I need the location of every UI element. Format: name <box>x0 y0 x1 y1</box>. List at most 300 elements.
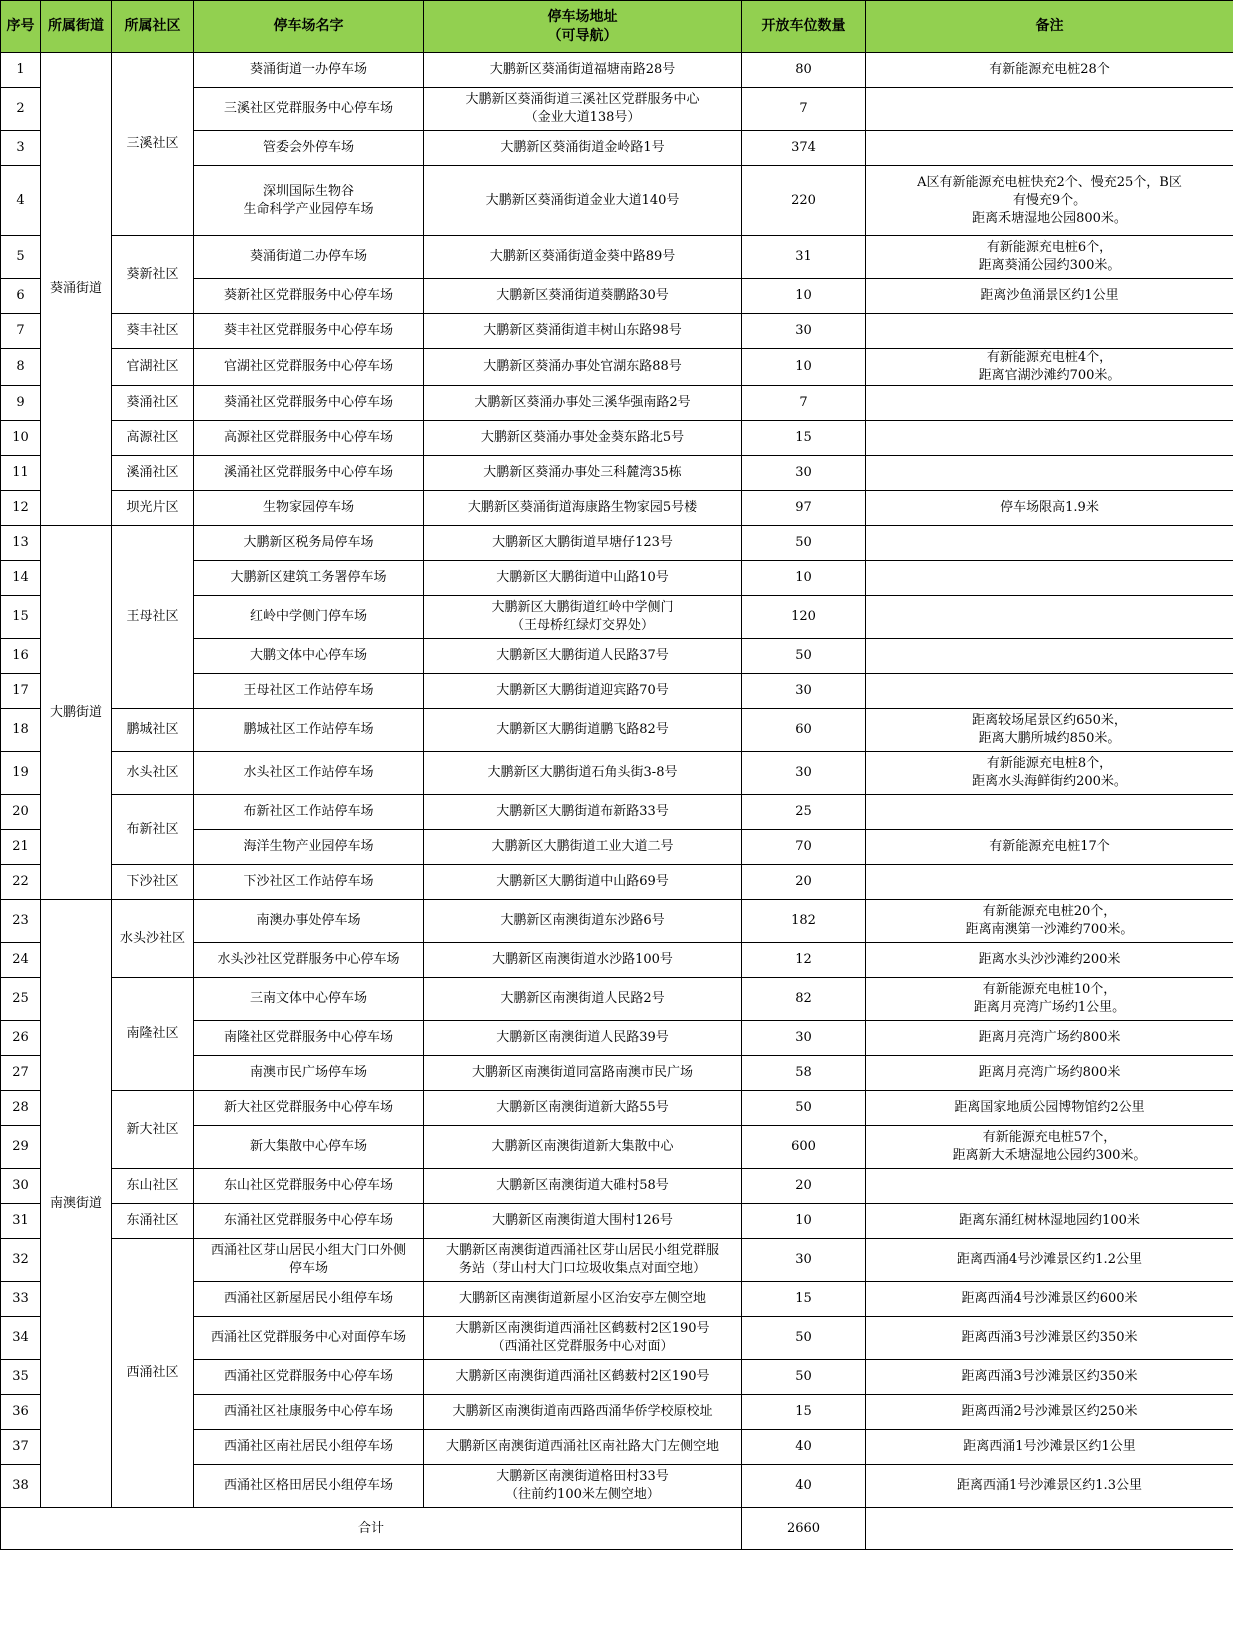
address-cell <box>424 1282 742 1317</box>
community-cell: 南隆社区 <box>112 978 194 1091</box>
community-cell: 水头社区 <box>112 752 194 795</box>
remarks-cell-line: 距离水头沙沙滩约200米 <box>978 952 1121 967</box>
seq-cell: 37 <box>1 1430 41 1465</box>
lot-name-cell-line: 停车场 <box>288 1261 328 1276</box>
lot-name-cell-line: 西涌社区格田居民小组停车场 <box>223 1478 393 1493</box>
remarks-cell-line: 距离西涌4号沙滩景区约600米 <box>961 1291 1138 1306</box>
lot-name-cell <box>194 526 424 561</box>
spaces-cell: 50 <box>742 639 866 674</box>
community-cell: 新大社区 <box>112 1091 194 1169</box>
address-cell-line: 大鹏新区南澳街道大碓村58号 <box>496 1178 669 1193</box>
remarks-cell-line: 有新能源充电桩6个， <box>986 240 1113 255</box>
remarks-cell-line: 距离月亮湾广场约1公里。 <box>973 1000 1126 1015</box>
remarks-cell-line: 距离月亮湾广场约800米 <box>978 1065 1121 1080</box>
lot-name-cell-line: 水头社区工作站停车场 <box>243 765 374 780</box>
community-cell: 坝光片区 <box>112 491 194 526</box>
spaces-cell: 10 <box>742 561 866 596</box>
spaces-cell: 600 <box>742 1126 866 1169</box>
remarks-cell <box>866 596 1233 639</box>
address-cell-line: 大鹏新区葵涌街道金岭路1号 <box>500 140 665 155</box>
lot-name-cell <box>194 386 424 421</box>
address-cell <box>424 596 742 639</box>
seq-cell: 15 <box>1 596 41 639</box>
seq-cell: 31 <box>1 1204 41 1239</box>
remarks-cell <box>866 1395 1233 1430</box>
lot-name-cell-line: 葵涌街道二办停车场 <box>249 249 367 264</box>
header-community: 所属社区 <box>112 1 194 53</box>
address-cell-line: 大鹏新区大鹏街道人民路37号 <box>496 648 669 663</box>
address-cell <box>424 1169 742 1204</box>
street-cell: 葵涌街道 <box>41 53 112 526</box>
address-cell-line: 大鹏新区葵涌街道葵鹏路30号 <box>496 288 669 303</box>
address-cell <box>424 561 742 596</box>
seq-cell: 21 <box>1 830 41 865</box>
address-cell <box>424 1126 742 1169</box>
total-remarks <box>866 1508 1233 1550</box>
lot-name-cell <box>194 421 424 456</box>
lot-name-cell <box>194 1360 424 1395</box>
spaces-cell: 20 <box>742 1169 866 1204</box>
seq-cell: 36 <box>1 1395 41 1430</box>
lot-name-cell-line: 溪涌社区党群服务中心停车场 <box>223 465 393 480</box>
header-address <box>424 1 742 53</box>
spaces-cell: 20 <box>742 865 866 900</box>
remarks-cell-line: 有新能源充电桩10个， <box>982 982 1117 997</box>
address-cell <box>424 349 742 386</box>
address-cell-line: 大鹏新区葵涌街道海康路生物家园5号楼 <box>467 500 698 515</box>
seq-cell: 23 <box>1 900 41 943</box>
address-cell-line: 大鹏新区南澳街道人民路39号 <box>496 1030 669 1045</box>
address-cell <box>424 1091 742 1126</box>
remarks-cell-line: 距离南澳第一沙滩约700米。 <box>965 922 1134 937</box>
address-cell-line: 大鹏新区南澳街道西涌社区芽山居民小组党群服 <box>445 1243 719 1258</box>
seq-cell: 20 <box>1 795 41 830</box>
remarks-cell <box>866 279 1233 314</box>
lot-name-cell-line: 东涌社区党群服务中心停车场 <box>223 1213 393 1228</box>
community-cell: 葵丰社区 <box>112 314 194 349</box>
header-spaces: 开放车位数量 <box>742 1 866 53</box>
lot-name-cell <box>194 561 424 596</box>
lot-name-cell-line: 葵涌街道一办停车场 <box>249 62 367 77</box>
community-cell: 官湖社区 <box>112 349 194 386</box>
spaces-cell: 58 <box>742 1056 866 1091</box>
spaces-cell: 15 <box>742 1395 866 1430</box>
remarks-cell <box>866 1282 1233 1317</box>
seq-cell: 29 <box>1 1126 41 1169</box>
remarks-cell <box>866 795 1233 830</box>
address-cell-line: 大鹏新区葵涌街道金业大道140号 <box>485 192 680 208</box>
seq-cell: 10 <box>1 421 41 456</box>
remarks-cell-line: 距离大鹏所城约850米。 <box>978 731 1121 746</box>
header-seq: 序号 <box>1 1 41 53</box>
seq-cell: 5 <box>1 236 41 279</box>
lot-name-cell <box>194 166 424 236</box>
lot-name-cell <box>194 1239 424 1282</box>
address-cell <box>424 900 742 943</box>
spaces-cell: 182 <box>742 900 866 943</box>
address-cell <box>424 53 742 88</box>
seq-cell: 27 <box>1 1056 41 1091</box>
seq-cell: 1 <box>1 53 41 88</box>
spaces-cell: 50 <box>742 526 866 561</box>
remarks-cell <box>866 1169 1233 1204</box>
spaces-cell: 30 <box>742 314 866 349</box>
lot-name-cell <box>194 456 424 491</box>
community-cell: 布新社区 <box>112 795 194 865</box>
lot-name-cell <box>194 1169 424 1204</box>
header-row <box>1 1 1233 53</box>
table-row <box>1 900 1233 943</box>
lot-name-cell-line: 新大社区党群服务中心停车场 <box>223 1100 393 1115</box>
lot-name-cell-line: 大鹏新区税务局停车场 <box>243 535 374 550</box>
address-cell-line: （王母桥红绿灯交界处） <box>510 618 654 633</box>
table-row <box>1 1169 1233 1204</box>
address-cell-line: （西涌社区党群服务中心对面） <box>491 1339 674 1354</box>
address-cell <box>424 1056 742 1091</box>
seq-cell: 26 <box>1 1021 41 1056</box>
address-cell <box>424 314 742 349</box>
spaces-cell: 50 <box>742 1360 866 1395</box>
community-cell: 葵新社区 <box>112 236 194 314</box>
seq-cell: 22 <box>1 865 41 900</box>
total-spaces: 2660 <box>742 1508 866 1550</box>
address-cell-line: 大鹏新区葵涌街道金葵中路89号 <box>489 249 676 264</box>
remarks-cell <box>866 131 1233 166</box>
address-cell-line: 大鹏新区大鹏街道工业大道二号 <box>491 839 674 854</box>
seq-cell: 16 <box>1 639 41 674</box>
address-cell-line: 大鹏新区葵涌街道三溪社区党群服务中心 <box>465 92 700 107</box>
remarks-cell-line: 距离东涌红树林湿地园约100米 <box>959 1213 1140 1228</box>
remarks-cell <box>866 943 1233 978</box>
spaces-cell: 40 <box>742 1465 866 1508</box>
address-cell-line: 大鹏新区南澳街道新屋小区治安亭左侧空地 <box>458 1291 706 1306</box>
lot-name-cell-line: 东山社区党群服务中心停车场 <box>223 1178 393 1193</box>
total-label: 合计 <box>1 1508 742 1550</box>
seq-cell: 9 <box>1 386 41 421</box>
address-cell <box>424 526 742 561</box>
lot-name-cell-line: 王母社区工作站停车场 <box>243 683 374 698</box>
lot-name-cell-line: 西涌社区新屋居民小组停车场 <box>223 1291 393 1306</box>
address-cell <box>424 1430 742 1465</box>
community-cell: 水头沙社区 <box>112 900 194 978</box>
address-cell-line: 大鹏新区葵涌办事处三科麓湾35栋 <box>483 465 682 480</box>
remarks-cell-line: 距离西涌3号沙滩景区约350米 <box>961 1330 1138 1345</box>
lot-name-cell-line: 深圳国际生物谷 <box>262 183 354 199</box>
address-cell <box>424 491 742 526</box>
lot-name-cell <box>194 865 424 900</box>
lot-name-cell-line: 葵丰社区党群服务中心停车场 <box>223 323 393 338</box>
community-cell: 鹏城社区 <box>112 709 194 752</box>
lot-name-cell-line: 大鹏文体中心停车场 <box>249 648 367 663</box>
lot-name-cell <box>194 674 424 709</box>
remarks-cell <box>866 1465 1233 1508</box>
lot-name-cell-line: 布新社区工作站停车场 <box>243 804 374 819</box>
address-cell-line: 大鹏新区南澳街道大围村126号 <box>492 1213 673 1228</box>
seq-cell: 3 <box>1 131 41 166</box>
remarks-cell <box>866 1204 1233 1239</box>
lot-name-cell <box>194 900 424 943</box>
lot-name-cell <box>194 53 424 88</box>
remarks-cell <box>866 236 1233 279</box>
address-cell <box>424 830 742 865</box>
remarks-cell-line: 有新能源充电桩17个 <box>989 839 1110 854</box>
remarks-cell-line: 距离沙鱼涌景区约1公里 <box>980 288 1119 303</box>
seq-cell: 6 <box>1 279 41 314</box>
lot-name-cell-line: 南澳市民广场停车场 <box>249 1065 367 1080</box>
lot-name-cell-line: 葵涌社区党群服务中心停车场 <box>223 395 393 410</box>
lot-name-cell-line: 三溪社区党群服务中心停车场 <box>223 101 393 116</box>
remarks-cell <box>866 166 1233 236</box>
remarks-cell <box>866 491 1233 526</box>
address-cell <box>424 674 742 709</box>
remarks-cell-line: 有新能源充电桩57个， <box>982 1130 1117 1145</box>
street-cell: 大鹏街道 <box>41 526 112 900</box>
lot-name-cell <box>194 1282 424 1317</box>
spaces-cell: 97 <box>742 491 866 526</box>
table-row <box>1 795 1233 830</box>
spaces-cell: 7 <box>742 386 866 421</box>
remarks-cell <box>866 865 1233 900</box>
remarks-cell <box>866 639 1233 674</box>
table-row <box>1 526 1233 561</box>
spaces-cell: 30 <box>742 456 866 491</box>
table-body <box>1 53 1233 1508</box>
address-cell-line: 大鹏新区大鹏街道中山路69号 <box>496 874 669 889</box>
lot-name-cell-line: 红岭中学侧门停车场 <box>249 609 367 624</box>
address-cell <box>424 709 742 752</box>
address-cell-line: 大鹏新区南澳街道西涌社区鹤薮村2区190号 <box>455 1369 710 1384</box>
lot-name-cell <box>194 279 424 314</box>
table-row <box>1 314 1233 349</box>
remarks-cell <box>866 526 1233 561</box>
lot-name-cell-line: 南澳办事处停车场 <box>256 913 361 928</box>
spaces-cell: 30 <box>742 1021 866 1056</box>
remarks-cell-line: 距离新大禾塘湿地公园约300米。 <box>952 1148 1147 1163</box>
seq-cell: 14 <box>1 561 41 596</box>
seq-cell: 18 <box>1 709 41 752</box>
lot-name-cell <box>194 1021 424 1056</box>
address-cell-line: 大鹏新区南澳街道同富路南澳市民广场 <box>471 1065 693 1080</box>
lot-name-cell <box>194 1056 424 1091</box>
seq-cell: 8 <box>1 349 41 386</box>
table-row <box>1 1239 1233 1282</box>
spaces-cell: 15 <box>742 421 866 456</box>
lot-name-cell-line: 西涌社区党群服务中心停车场 <box>223 1369 393 1384</box>
remarks-cell <box>866 1056 1233 1091</box>
lot-name-cell-line: 三南文体中心停车场 <box>249 991 367 1006</box>
address-cell-line: 大鹏新区南澳街道西涌社区南社路大门左侧空地 <box>445 1439 719 1454</box>
address-cell-line: 大鹏新区大鹏街道石角头街3-8号 <box>487 765 678 780</box>
remarks-cell <box>866 561 1233 596</box>
table-row <box>1 349 1233 386</box>
lot-name-cell-line: 水头沙社区党群服务中心停车场 <box>217 952 400 967</box>
lot-name-cell-line: 海洋生物产业园停车场 <box>243 839 374 854</box>
remarks-cell <box>866 830 1233 865</box>
remarks-cell-line: A区有新能源充电桩快充2个、慢充25个，B区 <box>917 174 1182 190</box>
table-row <box>1 491 1233 526</box>
remarks-cell <box>866 1091 1233 1126</box>
remarks-cell <box>866 709 1233 752</box>
community-cell: 三溪社区 <box>112 53 194 236</box>
address-cell <box>424 639 742 674</box>
remarks-cell-line: 距离水头海鲜街约200米。 <box>972 774 1127 789</box>
address-cell-line: 大鹏新区葵涌办事处三溪华强南路2号 <box>474 395 691 410</box>
address-cell <box>424 1239 742 1282</box>
lot-name-cell <box>194 88 424 131</box>
address-cell <box>424 1395 742 1430</box>
community-cell: 西涌社区 <box>112 1239 194 1508</box>
spaces-cell: 31 <box>742 236 866 279</box>
remarks-cell-line: 距离禾塘湿地公园800米。 <box>972 210 1127 226</box>
seq-cell: 7 <box>1 314 41 349</box>
address-cell-line: 大鹏新区大鹏街道迎宾路70号 <box>496 683 669 698</box>
lot-name-cell <box>194 596 424 639</box>
address-cell-line: （往前约100米左侧空地） <box>505 1487 660 1502</box>
lot-name-cell-line: 西涌社区社康服务中心停车场 <box>223 1404 393 1419</box>
lot-name-cell <box>194 1465 424 1508</box>
spaces-cell: 50 <box>742 1317 866 1360</box>
address-cell <box>424 752 742 795</box>
seq-cell: 32 <box>1 1239 41 1282</box>
lot-name-cell <box>194 752 424 795</box>
lot-name-cell-line: 下沙社区工作站停车场 <box>243 874 374 889</box>
spaces-cell: 60 <box>742 709 866 752</box>
lot-name-cell-line: 新大集散中心停车场 <box>249 1139 367 1154</box>
header-remarks: 备注 <box>866 1 1233 53</box>
spaces-cell: 25 <box>742 795 866 830</box>
remarks-cell <box>866 88 1233 131</box>
remarks-cell <box>866 1317 1233 1360</box>
address-cell-line: 大鹏新区南澳街道人民路2号 <box>500 991 665 1006</box>
spaces-cell: 120 <box>742 596 866 639</box>
address-cell-line: 大鹏新区大鹏街道早塘仔123号 <box>492 535 673 550</box>
spaces-cell: 40 <box>742 1430 866 1465</box>
table-row <box>1 456 1233 491</box>
lot-name-cell <box>194 314 424 349</box>
lot-name-cell <box>194 1204 424 1239</box>
spaces-cell: 80 <box>742 53 866 88</box>
seq-cell: 12 <box>1 491 41 526</box>
address-cell <box>424 943 742 978</box>
spaces-cell: 10 <box>742 1204 866 1239</box>
remarks-cell <box>866 314 1233 349</box>
address-cell <box>424 166 742 236</box>
remarks-cell <box>866 1021 1233 1056</box>
remarks-cell-line: 距离西涌3号沙滩景区约350米 <box>961 1369 1138 1384</box>
remarks-cell-line: 距离西涌4号沙滩景区约1.2公里 <box>957 1252 1142 1267</box>
address-cell <box>424 865 742 900</box>
community-cell: 下沙社区 <box>112 865 194 900</box>
spaces-cell: 30 <box>742 674 866 709</box>
remarks-cell <box>866 978 1233 1021</box>
address-cell-line: 大鹏新区南澳街道西涌社区鹤薮村2区190号 <box>455 1321 710 1336</box>
remarks-cell <box>866 674 1233 709</box>
address-cell-line: （金业大道138号） <box>524 110 641 125</box>
lot-name-cell <box>194 795 424 830</box>
remarks-cell-line: 距离月亮湾广场约800米 <box>978 1030 1121 1045</box>
address-cell <box>424 386 742 421</box>
address-cell <box>424 421 742 456</box>
community-cell: 高源社区 <box>112 421 194 456</box>
community-cell: 溪涌社区 <box>112 456 194 491</box>
lot-name-cell <box>194 491 424 526</box>
total-row <box>1 1508 1233 1550</box>
address-cell-line: 大鹏新区大鹏街道鹏飞路82号 <box>496 722 669 737</box>
lot-name-cell-line: 官湖社区党群服务中心停车场 <box>223 359 393 374</box>
table-row <box>1 1204 1233 1239</box>
table-row <box>1 865 1233 900</box>
spaces-cell: 10 <box>742 349 866 386</box>
lot-name-cell-line: 鹏城社区工作站停车场 <box>243 722 374 737</box>
remarks-cell <box>866 386 1233 421</box>
lot-name-cell <box>194 830 424 865</box>
address-cell-line: 大鹏新区葵涌街道福塘南路28号 <box>489 62 676 77</box>
remarks-cell-line: 有新能源充电桩28个 <box>989 62 1110 77</box>
address-cell <box>424 88 742 131</box>
lot-name-cell-line: 西涌社区党群服务中心对面停车场 <box>210 1330 406 1345</box>
lot-name-cell <box>194 1126 424 1169</box>
address-cell <box>424 456 742 491</box>
remarks-cell-line: 有新能源充电桩4个， <box>986 350 1113 365</box>
remarks-cell-line: 距离西涌1号沙滩景区约1公里 <box>963 1439 1136 1454</box>
lot-name-cell <box>194 709 424 752</box>
lot-name-cell-line: 大鹏新区建筑工务署停车场 <box>230 570 387 585</box>
address-cell-line: 大鹏新区葵涌街道丰树山东路98号 <box>483 323 682 338</box>
table-row <box>1 386 1233 421</box>
spaces-cell: 10 <box>742 279 866 314</box>
community-cell: 王母社区 <box>112 526 194 709</box>
address-cell-line: 大鹏新区南澳街道新大路55号 <box>496 1100 669 1115</box>
lot-name-cell-line: 管委会外停车场 <box>262 140 354 155</box>
lot-name-cell <box>194 639 424 674</box>
address-cell-line: 大鹏新区大鹏街道中山路10号 <box>496 570 669 585</box>
lot-name-cell-line: 西涌社区南社居民小组停车场 <box>223 1439 393 1454</box>
header-address-line: 停车场地址 <box>547 8 618 25</box>
remarks-cell-line: 有新能源充电桩8个， <box>986 756 1113 771</box>
lot-name-cell <box>194 349 424 386</box>
lot-name-cell <box>194 1091 424 1126</box>
remarks-cell <box>866 1126 1233 1169</box>
remarks-cell <box>866 1360 1233 1395</box>
address-cell <box>424 131 742 166</box>
lot-name-cell <box>194 1395 424 1430</box>
remarks-cell-line: 距离较场尾景区约650米， <box>972 713 1127 728</box>
table-row <box>1 709 1233 752</box>
address-cell-line: 大鹏新区南澳街道东沙路6号 <box>500 913 665 928</box>
lot-name-cell <box>194 943 424 978</box>
header-name: 停车场名字 <box>194 1 424 53</box>
header-street: 所属街道 <box>41 1 112 53</box>
address-cell-line: 大鹏新区葵涌办事处官湖东路88号 <box>483 359 682 374</box>
seq-cell: 13 <box>1 526 41 561</box>
address-cell-line: 大鹏新区大鹏街道布新路33号 <box>496 804 669 819</box>
lot-name-cell-line: 生命科学产业园停车场 <box>243 201 374 217</box>
seq-cell: 30 <box>1 1169 41 1204</box>
address-cell <box>424 795 742 830</box>
address-cell-line: 大鹏新区葵涌办事处金葵东路北5号 <box>480 430 685 445</box>
community-cell: 东山社区 <box>112 1169 194 1204</box>
remarks-cell-line: 距离官湖沙滩约700米。 <box>978 368 1121 383</box>
community-cell: 葵涌社区 <box>112 386 194 421</box>
remarks-cell-line: 距离葵涌公园约300米。 <box>978 258 1121 273</box>
address-cell-line: 大鹏新区南澳街道南西路西涌华侨学校原校址 <box>452 1404 713 1419</box>
seq-cell: 35 <box>1 1360 41 1395</box>
address-cell <box>424 1360 742 1395</box>
table-row <box>1 236 1233 279</box>
header-address-note: （可导航） <box>547 27 618 44</box>
remarks-cell <box>866 421 1233 456</box>
seq-cell: 33 <box>1 1282 41 1317</box>
